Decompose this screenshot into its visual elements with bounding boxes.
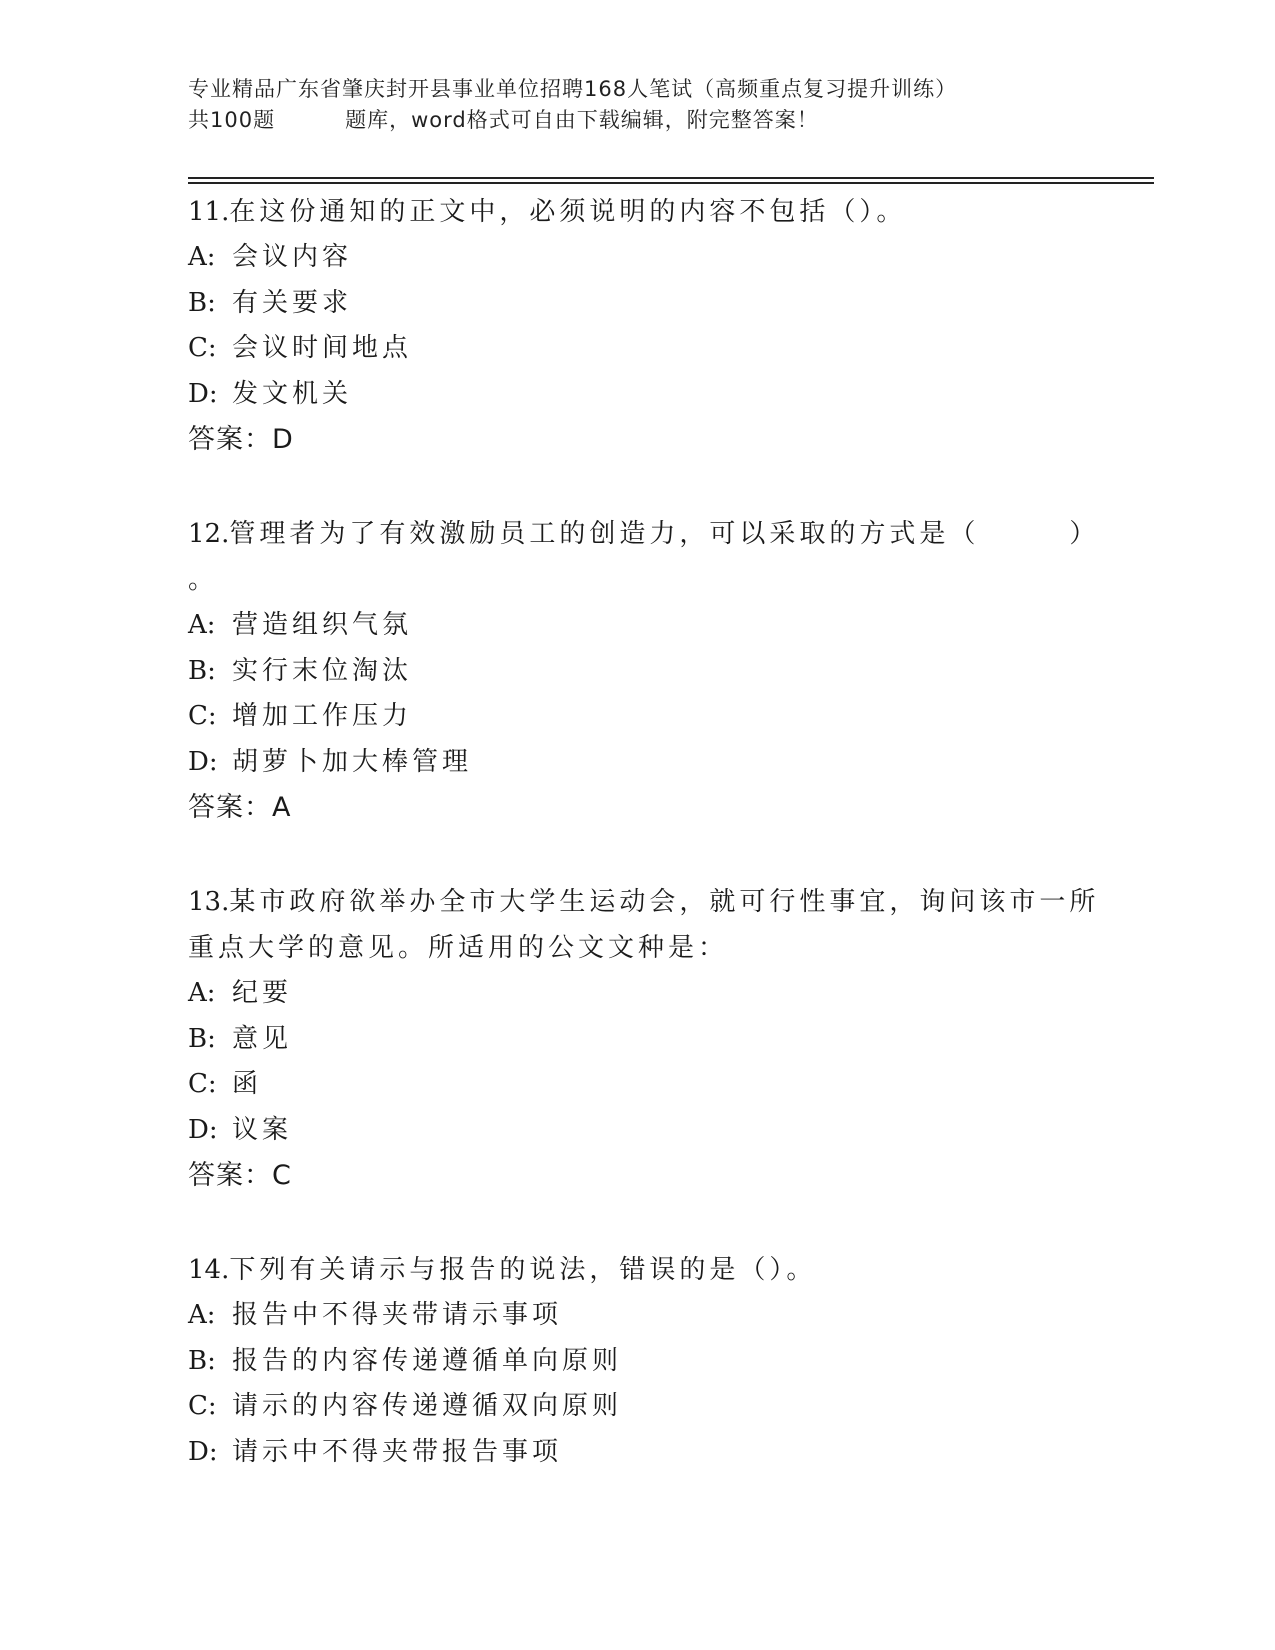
option-text: 增加工作压力 — [232, 701, 413, 731]
option-text: 营造组织气氛 — [232, 610, 413, 640]
question-list — [188, 189, 1148, 1523]
question-stem — [188, 511, 1148, 557]
question-number: 12. — [188, 519, 230, 549]
option-b: B: 有关要求 — [188, 287, 353, 318]
page-header — [188, 74, 1088, 136]
option-c: C: 会议时间地点 — [188, 333, 413, 363]
question-text-continued: 重点大学的意见。所适用的公文文种是： — [188, 933, 729, 963]
option-text: 会议内容 — [232, 242, 353, 272]
question-stem — [188, 879, 1148, 925]
option-a: A: 营造组织气氛 — [188, 610, 413, 640]
header-divider-bottom — [188, 182, 1154, 184]
option-d: D: 胡萝卜加大棒管理 — [188, 746, 473, 777]
question-12 — [188, 511, 1148, 831]
option-text: 实行末位淘汰 — [232, 655, 413, 686]
option-text: 报告中不得夹带请示事项 — [232, 1300, 563, 1330]
option-text: 议案 — [232, 1114, 293, 1145]
question-text: 在这份通知的正文中，必须说明的内容不包括（）。 — [229, 197, 907, 227]
question-11 — [188, 189, 1148, 463]
question-text-continued: 。 — [188, 565, 219, 595]
option-c: C: 请示的内容传递遵循双向原则 — [188, 1391, 623, 1421]
question-number: 13. — [188, 887, 230, 917]
question-13 — [188, 879, 1148, 1199]
answer-line: 答案：C — [188, 1160, 292, 1191]
answer-line: 答案：D — [188, 424, 294, 455]
option-text: 请示中不得夹带报告事项 — [232, 1436, 563, 1467]
option-a: A: 报告中不得夹带请示事项 — [188, 1300, 563, 1330]
header-subtitle-line — [188, 105, 1088, 136]
option-a: A: 纪要 — [188, 978, 293, 1008]
question-text: 某市政府欲举办全市大学生运动会，就可行性事宜，询问该市一所 — [229, 887, 1100, 917]
question-14 — [188, 1247, 1148, 1475]
question-text: 管理者为了有效激励员工的创造力，可以采取的方式是（ ） — [229, 519, 1100, 549]
option-b: B: 报告的内容传递遵循单向原则 — [188, 1345, 623, 1376]
question-number: 11. — [188, 197, 230, 227]
option-text: 纪要 — [232, 978, 293, 1008]
question-count: 共100题 — [188, 108, 276, 132]
option-c: C: 函 — [188, 1069, 263, 1099]
option-text: 请示的内容传递遵循双向原则 — [232, 1391, 623, 1421]
option-a: A: 会议内容 — [188, 242, 353, 272]
option-d: D: 发文机关 — [188, 378, 353, 409]
question-stem — [188, 1247, 1148, 1293]
option-b: B: 意见 — [188, 1023, 293, 1054]
question-text: 下列有关请示与报告的说法，错误的是（）。 — [229, 1255, 817, 1285]
header-title-line: 专业精品广东省肇庆封开县事业单位招聘168人笔试（高频重点复习提升训练） — [188, 77, 958, 101]
answer-line: 答案：A — [188, 792, 292, 823]
option-c: C: 增加工作压力 — [188, 701, 413, 731]
option-d: D: 议案 — [188, 1114, 293, 1145]
option-b: B: 实行末位淘汰 — [188, 655, 413, 686]
option-text: 报告的内容传递遵循单向原则 — [232, 1345, 623, 1376]
question-stem — [188, 189, 1148, 235]
option-text: 会议时间地点 — [232, 333, 413, 363]
option-text: 胡萝卜加大棒管理 — [232, 746, 473, 777]
header-divider-top — [188, 177, 1154, 179]
option-text: 意见 — [232, 1023, 293, 1054]
option-text: 有关要求 — [232, 287, 353, 318]
option-text: 函 — [232, 1069, 263, 1099]
option-text: 发文机关 — [232, 378, 353, 409]
option-d: D: 请示中不得夹带报告事项 — [188, 1436, 563, 1467]
header-description: 题库，word格式可自由下载编辑，附完整答案！ — [345, 108, 819, 132]
question-number: 14. — [188, 1255, 230, 1285]
